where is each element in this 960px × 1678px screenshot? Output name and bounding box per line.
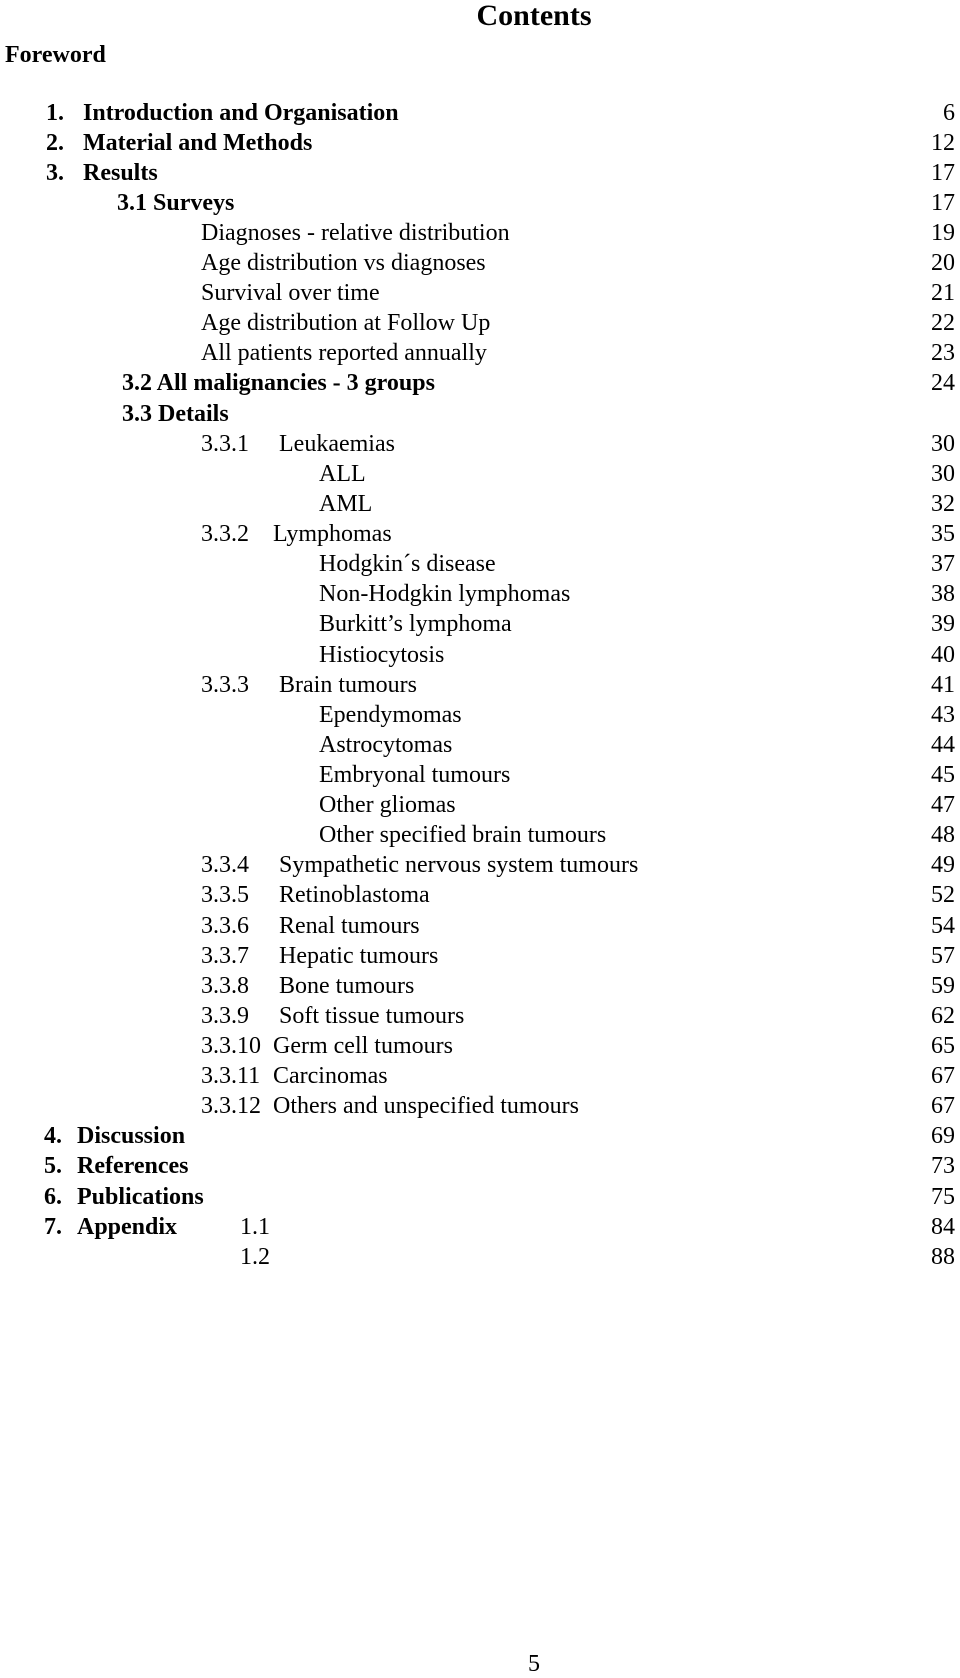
toc-entry-title: Brain tumours	[279, 672, 417, 698]
toc-entry-title: Other specified brain tumours	[319, 822, 607, 848]
toc-entry-number: 3.3.7	[201, 943, 249, 969]
toc-entry-page: 48	[931, 822, 955, 848]
toc-entry	[0, 1060, 960, 1092]
toc-entry-page: 12	[931, 130, 955, 156]
toc-entry	[0, 1120, 960, 1152]
toc-entry-title: Other gliomas	[319, 792, 456, 818]
toc-entry-page: 32	[931, 491, 955, 517]
toc-entry	[0, 1090, 960, 1122]
toc-entry-page: 37	[931, 551, 955, 577]
toc-entry-page: 88	[931, 1244, 955, 1270]
toc-entry-title: Age distribution vs diagnoses	[201, 250, 486, 276]
toc-entry	[0, 307, 960, 339]
toc-entry-number: 3.3.5	[201, 882, 249, 908]
toc-entry	[0, 1241, 960, 1273]
toc-entry-number: 3.3.10	[201, 1033, 261, 1059]
toc-entry-title: Histiocytosis	[319, 642, 445, 668]
toc-entry-page: 69	[931, 1123, 955, 1149]
toc-entry-number: 5.	[44, 1153, 62, 1179]
toc-entry-page: 65	[931, 1033, 955, 1059]
toc-entry-title: 3.1 Surveys	[117, 190, 235, 216]
toc-entry	[0, 970, 960, 1002]
toc-entry-title: Embryonal tumours	[319, 762, 511, 788]
toc-entry-title: Hodgkin´s disease	[319, 551, 496, 577]
toc-entry	[0, 398, 960, 430]
toc-entry-page: 35	[931, 521, 955, 547]
toc-entry-title: Burkitt’s lymphoma	[319, 611, 512, 637]
toc-entry-number: 2.	[46, 130, 64, 156]
toc-entry-number: 3.3.3	[201, 672, 249, 698]
toc-entry-page: 49	[931, 852, 955, 878]
toc-entry	[0, 1000, 960, 1032]
toc-entry-title: Material and Methods	[83, 130, 313, 156]
toc-entry-title: Appendix	[77, 1214, 178, 1240]
toc-entry	[0, 849, 960, 881]
toc-entry-title: Publications	[77, 1184, 204, 1210]
toc-entry	[0, 187, 960, 219]
toc-entry-title: 3.2 All malignancies - 3 groups	[122, 370, 435, 396]
toc-entry	[0, 669, 960, 701]
toc-entry-page: 17	[931, 190, 955, 216]
toc-entry-number: 3.3.6	[201, 913, 249, 939]
toc-entry	[0, 367, 960, 399]
toc-entry-page: 24	[931, 370, 955, 396]
toc-entry-number: 3.3.4	[201, 852, 249, 878]
toc-entry-page: 52	[931, 882, 955, 908]
toc-entry-title: Carcinomas	[273, 1063, 388, 1089]
toc-entry-page: 43	[931, 702, 955, 728]
toc-entry	[0, 428, 960, 460]
toc-entry	[0, 247, 960, 279]
footer-page-number: 5	[528, 1651, 540, 1677]
toc-entry-subnumber: 1.2	[240, 1244, 270, 1270]
toc-entry	[0, 97, 960, 129]
toc-entry-page: 41	[931, 672, 955, 698]
toc-entry-title: Bone tumours	[279, 973, 415, 999]
toc-entry	[0, 1150, 960, 1182]
toc-entry-page: 67	[931, 1093, 955, 1119]
toc-entry-number: 4.	[44, 1123, 62, 1149]
toc-entry	[0, 759, 960, 791]
toc-entry-number: 3.3.9	[201, 1003, 249, 1029]
toc-entry	[0, 639, 960, 671]
toc-entry-page: 73	[931, 1153, 955, 1179]
toc-entry-title: Survival over time	[201, 280, 380, 306]
toc-entry-title: Age distribution at Follow Up	[201, 310, 491, 336]
toc-entry-title: References	[77, 1153, 189, 1179]
toc-entry	[0, 940, 960, 972]
toc-entry-page: 84	[931, 1214, 955, 1240]
toc-entry-page: 62	[931, 1003, 955, 1029]
toc-entry-page: 47	[931, 792, 955, 818]
toc-entry-title: All patients reported annually	[201, 340, 487, 366]
toc-entry	[0, 518, 960, 550]
toc-entry	[0, 157, 960, 189]
toc-entry-page: 75	[931, 1184, 955, 1210]
toc-entry-subnumber: 1.1	[240, 1214, 270, 1240]
toc-entry-page: 44	[931, 732, 955, 758]
toc-entry-title: Leukaemias	[279, 431, 395, 457]
toc-entry-number: 1.	[46, 100, 64, 126]
toc-entry-page: 30	[931, 431, 955, 457]
toc-entry-number: 3.3.2	[201, 521, 249, 547]
toc-entry-title: Introduction and Organisation	[83, 100, 399, 126]
toc-entry-number: 6.	[44, 1184, 62, 1210]
toc-entry-page: 21	[931, 280, 955, 306]
toc-entry	[0, 879, 960, 911]
toc-entry-number: 3.	[46, 160, 64, 186]
toc-entry-title: Renal tumours	[279, 913, 420, 939]
toc-entry-number: 3.3.1	[201, 431, 249, 457]
toc-entry-page: 57	[931, 943, 955, 969]
toc-entry	[0, 277, 960, 309]
toc-entry-page: 39	[931, 611, 955, 637]
toc-entry	[0, 578, 960, 610]
toc-entry-page: 20	[931, 250, 955, 276]
toc-entry-title: Lymphomas	[273, 521, 392, 547]
toc-entry-title: AML	[319, 491, 373, 517]
toc-entry-number: 3.3.8	[201, 973, 249, 999]
toc-entry-number: 3.3.11	[201, 1063, 261, 1089]
toc-entry	[0, 1181, 960, 1213]
toc-entry-page: 19	[931, 220, 955, 246]
toc-entry-page: 59	[931, 973, 955, 999]
toc-entry-page: 45	[931, 762, 955, 788]
toc-entry	[0, 729, 960, 761]
toc-entry-page: 30	[931, 461, 955, 487]
toc-entry-title: Non-Hodgkin lymphomas	[319, 581, 571, 607]
toc-entry	[0, 699, 960, 731]
toc-entry	[0, 910, 960, 942]
page-title: Contents	[476, 0, 592, 32]
toc-entry-title: Germ cell tumours	[273, 1033, 453, 1059]
toc-entry-page: 23	[931, 340, 955, 366]
toc-entry-title: Discussion	[77, 1123, 186, 1149]
toc-entry	[0, 1211, 960, 1243]
toc-entry-title: Astrocytomas	[319, 732, 453, 758]
toc-entry-title: 3.3 Details	[122, 401, 229, 427]
toc-entry	[0, 789, 960, 821]
toc-entry	[0, 337, 960, 369]
toc-entry	[0, 458, 960, 490]
toc-entry-title: Others and unspecified tumours	[273, 1093, 579, 1119]
toc-entry	[0, 127, 960, 159]
toc-entry-page: 17	[931, 160, 955, 186]
toc-entry-title: Diagnoses - relative distribution	[201, 220, 510, 246]
toc-entry	[0, 608, 960, 640]
toc-entry-title: Retinoblastoma	[279, 882, 430, 908]
toc-entry	[0, 1030, 960, 1062]
toc-entry-title: Ependymomas	[319, 702, 462, 728]
toc-entry	[0, 548, 960, 580]
toc-entry-page: 38	[931, 581, 955, 607]
toc-entry-number: 3.3.12	[201, 1093, 261, 1119]
foreword-heading: Foreword	[5, 42, 106, 68]
toc-entry-page: 22	[931, 310, 955, 336]
toc-entry-title: Soft tissue tumours	[279, 1003, 465, 1029]
toc-entry	[0, 819, 960, 851]
toc-entry-page: 6	[943, 100, 955, 126]
toc-entry-title: Sympathetic nervous system tumours	[279, 852, 639, 878]
toc-entry-title: ALL	[319, 461, 366, 487]
toc-entry-page: 67	[931, 1063, 955, 1089]
toc-entry-title: Results	[83, 160, 158, 186]
toc-entry-number: 7.	[44, 1214, 62, 1240]
toc-entry-page: 40	[931, 642, 955, 668]
toc-entry-page: 54	[931, 913, 955, 939]
toc-entry	[0, 488, 960, 520]
toc-entry-title: Hepatic tumours	[279, 943, 439, 969]
toc-entry	[0, 217, 960, 249]
